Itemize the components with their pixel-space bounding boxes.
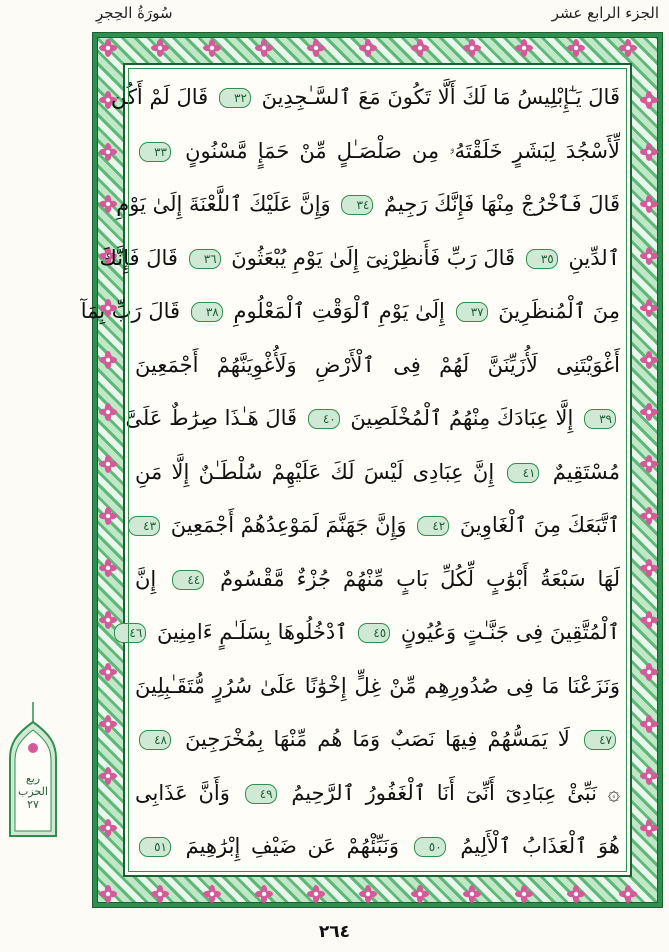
quran-text: [80, 71, 620, 874]
hizb-label: الحزب: [18, 785, 48, 798]
flower-ornament-icon: [203, 885, 221, 903]
ayah-number-marker: ٥١: [139, 837, 171, 857]
hizb-rub-label: ربع: [25, 772, 41, 785]
flower-ornament-icon: [640, 611, 658, 629]
flower-ornament-icon: [640, 663, 658, 681]
flower-ornament-icon: [640, 143, 658, 161]
text-line: [110, 71, 620, 125]
ayah-number-marker: ٤٢: [417, 516, 449, 536]
text-line: [125, 392, 620, 446]
flower-ornament-icon: [515, 885, 533, 903]
text-line: [135, 713, 620, 767]
ayah-number-marker: ٣٨: [191, 302, 223, 322]
flower-ornament-icon: [567, 885, 585, 903]
verse-text: هُوَ ٱلْعَذَابُ ٱلْأَلِيمُ: [460, 834, 620, 858]
flower-ornament-icon: [463, 885, 481, 903]
verse-text: مِنَ ٱلْمُنظَرِينَ: [498, 299, 620, 323]
flower-ornament-icon: [255, 39, 273, 57]
flower-ornament-icon: [359, 39, 377, 57]
flower-ornament-icon: [640, 559, 658, 577]
ayah-number-marker: ٣٦: [189, 249, 221, 269]
flower-ornament-icon: [99, 819, 117, 837]
flower-ornament-icon: [99, 767, 117, 785]
hizb-ornament-icon: [6, 700, 60, 840]
juz-name: الجزء الرابع عشر: [551, 4, 659, 22]
flower-ornament-icon: [99, 559, 117, 577]
text-line: [135, 446, 620, 500]
flower-ornament-icon: [411, 885, 429, 903]
verse-text: وَنَزَعْنَا مَا فِى صُدُورِهِم مِّنْ غِلٍّ إِخْوَٰنًا عَلَىٰ سُرُرٍ مُّتَقَـٰبِلِينَ: [135, 673, 620, 698]
flower-ornament-icon: [640, 91, 658, 109]
verse-text: قَالَ فَٱخْرُجْ مِنْهَا فَإِنَّكَ رَجِيمٌ: [384, 192, 620, 216]
hizb-marker: [6, 700, 60, 840]
verse-text: قَالَ فَإِنَّكَ: [99, 245, 178, 270]
flower-ornament-icon: [151, 39, 169, 57]
text-line: [135, 125, 620, 179]
text-line: [135, 820, 620, 874]
verse-text: وَإِنَّ جَهَنَّمَ لَمَوْعِدُهُمْ أَجْمَعِينَ: [170, 513, 407, 537]
flower-ornament-icon: [640, 247, 658, 265]
flower-ornament-icon: [99, 403, 117, 421]
verse-text: وَأَنَّ عَذَابِى: [135, 780, 230, 805]
ayah-number-marker: ٤٨: [139, 730, 171, 750]
text-line: [99, 232, 620, 286]
flower-ornament-icon: [619, 885, 637, 903]
surah-name: سُورَةُ الحِجرِ: [96, 4, 173, 22]
ayah-number-marker: ٤١: [507, 463, 539, 483]
verse-text: ٱلدِّينِ: [568, 245, 620, 270]
ayah-number-marker: ٣٥: [526, 249, 558, 269]
text-line: [80, 285, 620, 339]
ayah-number-marker: ٣٢: [219, 88, 251, 108]
text-line: [116, 178, 620, 232]
text-line: [135, 499, 620, 553]
flower-ornament-icon: [99, 39, 117, 57]
flower-ornament-icon: [640, 351, 658, 369]
verse-text: ٱلْمُتَّقِينَ فِى جَنَّـٰتٍ وَعُيُونٍ: [400, 620, 620, 644]
text-panel: [80, 63, 632, 877]
hizb-number: ٢٧: [27, 798, 39, 811]
flower-ornament-icon: [307, 885, 325, 903]
verse-text: ۞ نَبِّئْ عِبَادِىٓ أَنِّىٓ أَنَا ٱلْغَفُورُ ٱلرَّحِيمُ: [291, 780, 620, 805]
ayah-number-marker: ٤٤: [172, 570, 204, 590]
flower-ornament-icon: [463, 39, 481, 57]
text-line: [135, 553, 620, 607]
flower-ornament-icon: [619, 39, 637, 57]
verse-text: وَنَبِّئْهُمْ عَن ضَيْفِ إِبْرَٰهِيمَ: [185, 834, 399, 858]
verse-text: لِّأَسْجُدَ لِبَشَرٍ خَلَقْتَهُۥ مِن صَلْصَـٰلٍ مِّنْ حَمَإٍ مَّسْنُونٍ: [185, 138, 620, 163]
flower-ornament-icon: [640, 455, 658, 473]
flower-ornament-icon: [99, 351, 117, 369]
flower-ornament-icon: [567, 39, 585, 57]
flower-ornament-icon: [307, 39, 325, 57]
flower-ornament-icon: [203, 39, 221, 57]
verse-text: قَالَ يَـٰٓإِبْلِيسُ مَا لَكَ أَلَّا تَكُونَ مَعَ ٱلسَّـٰجِدِينَ: [261, 85, 620, 109]
flower-ornament-icon: [255, 885, 273, 903]
text-line: [129, 606, 620, 660]
ayah-number-marker: ٥٠: [414, 837, 446, 857]
flower-ornament-icon: [359, 885, 377, 903]
flower-ornament-icon: [99, 885, 117, 903]
verse-text: لَهَا سَبْعَةُ أَبْوَٰبٍ لِّكُلِّ بَابٍ مِّنْهُمْ جُزْءٌ مَّقْسُومٌ: [220, 566, 620, 591]
verse-text: قَالَ هَـٰذَا صِرَٰطٌ عَلَىَّ: [125, 406, 298, 430]
ayah-number-marker: ٤٥: [358, 623, 390, 643]
ayah-number-marker: ٤٧: [584, 730, 616, 750]
flower-ornament-icon: [151, 885, 169, 903]
verse-text: ٱتَّبَعَكَ مِنَ ٱلْغَاوِينَ: [459, 513, 620, 537]
ayah-number-marker: ٣٤: [341, 195, 373, 215]
flower-ornament-icon: [99, 715, 117, 733]
ornamental-frame: [80, 32, 663, 908]
flower-ornament-icon: [640, 767, 658, 785]
page-number: ٢٦٤: [318, 922, 351, 942]
flower-ornament-icon: [99, 663, 117, 681]
verse-text: أَغْوَيْتَنِى لَأُزَيِّنَنَّ لَهُمْ فِى ٱلْأَرْضِ وَلَأُغْوِيَنَّهُمْ أَجْمَعِينَ: [135, 352, 620, 377]
text-line: [135, 660, 620, 714]
text-line: [135, 767, 620, 821]
verse-text: مُسْتَقِيمٌ: [552, 459, 620, 484]
verse-text: إِلَىٰ يَوْمِ ٱلْوَقْتِ ٱلْمَعْلُومِ: [233, 299, 445, 323]
flower-ornament-icon: [640, 403, 658, 421]
ayah-number-marker: ٤٣: [128, 516, 160, 536]
verse-text: إِنَّ عِبَادِى لَيْسَ لَكَ عَلَيْهِمْ سُلْطَـٰنٌ إِلَّا مَنِ: [135, 459, 495, 484]
verse-text: إِلَّا عِبَادَكَ مِنْهُمُ ٱلْمُخْلَصِينَ: [350, 406, 574, 430]
ayah-number-marker: ٣٣: [139, 142, 171, 162]
flower-ornament-icon: [99, 195, 117, 213]
verse-text: قَالَ لَمْ أَكُن: [110, 85, 209, 109]
verse-text: قَالَ رَبِّ فَأَنظِرْنِىٓ إِلَىٰ يَوْمِ يُبْعَثُونَ: [231, 245, 516, 270]
ayah-number-marker: ٤٠: [308, 409, 340, 429]
verse-text: ٱدْخُلُوهَا بِسَلَـٰمٍ ءَامِنِينَ: [157, 620, 348, 644]
flower-ornament-icon: [640, 299, 658, 317]
text-line: [135, 339, 620, 393]
verse-text: قَالَ رَبِّ بِمَآ: [80, 299, 181, 323]
flower-ornament-icon: [640, 507, 658, 525]
flower-ornament-icon: [99, 455, 117, 473]
flower-ornament-icon: [99, 143, 117, 161]
verse-text: إِنَّ: [135, 566, 157, 591]
flower-ornament-icon: [411, 39, 429, 57]
ayah-number-marker: ٤٦: [114, 623, 146, 643]
verse-text: لَا يَمَسُّهُمْ فِيهَا نَصَبٌ وَمَا هُم مِّنْهَا بِمُخْرَجِينَ: [185, 727, 570, 751]
flower-ornament-icon: [515, 39, 533, 57]
flower-ornament-icon: [640, 715, 658, 733]
ayah-number-marker: ٣٩: [584, 409, 616, 429]
ayah-number-marker: ٤٩: [245, 784, 277, 804]
verse-text: وَإِنَّ عَلَيْكَ ٱللَّعْنَةَ إِلَىٰ يَوْمِ: [116, 192, 331, 216]
flower-ornament-icon: [99, 507, 117, 525]
flower-ornament-icon: [640, 195, 658, 213]
flower-ornament-icon: [640, 819, 658, 837]
ayah-number-marker: ٣٧: [456, 302, 488, 322]
